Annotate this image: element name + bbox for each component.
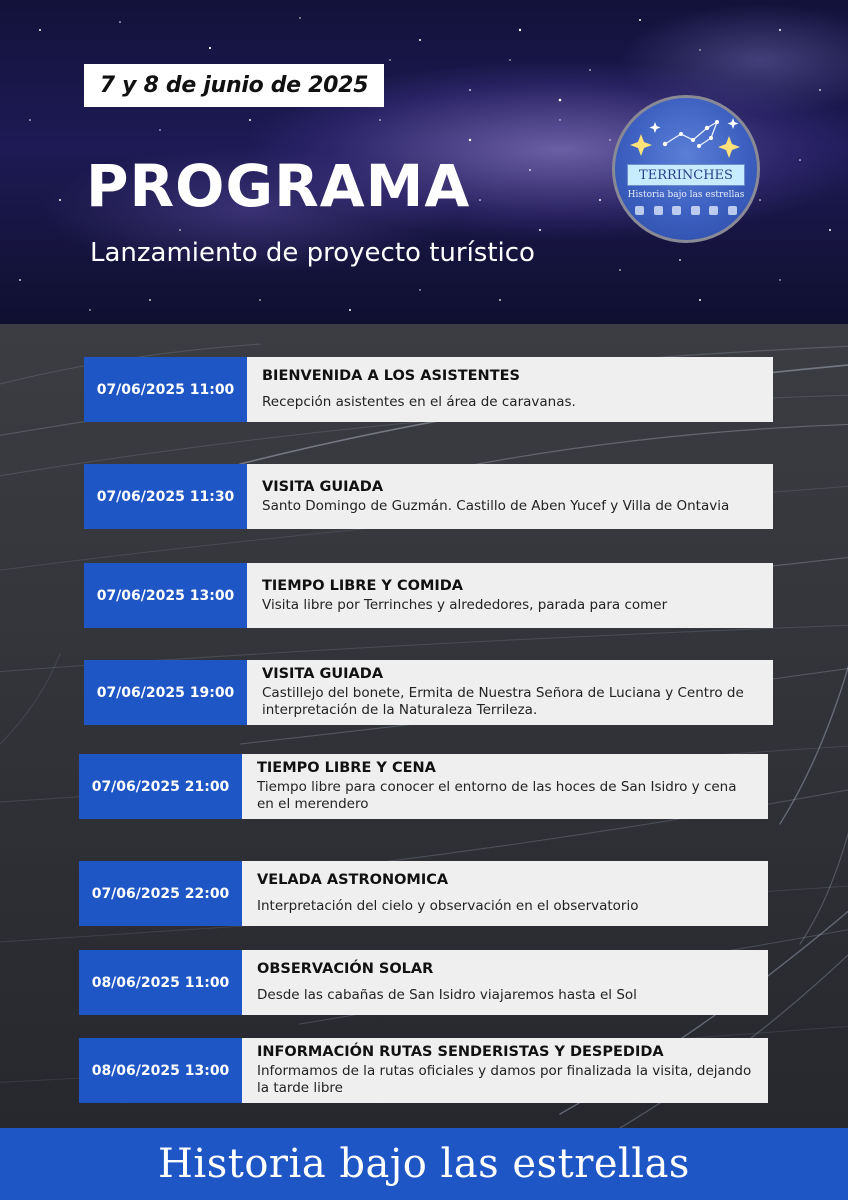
page-title: PROGRAMA [86, 152, 471, 220]
page-subtitle: Lanzamiento de proyecto turístico [90, 238, 535, 268]
schedule-datetime: 07/06/2025 21:00 [79, 754, 242, 819]
schedule-details [247, 563, 773, 628]
schedule-description: Castillejo del bonete, Ermita de Nuestra Señora de Luciana y Centro de interpretación de la Naturaleza Terrileza. [262, 685, 744, 718]
schedule-title: BIENVENIDA A LOS ASISTENTES [262, 368, 520, 384]
schedule-description: Desde las cabañas de San Isidro viajaremos hasta el Sol [257, 987, 637, 1003]
tree-icon [728, 206, 737, 215]
schedule-title: INFORMACIÓN RUTAS SENDERISTAS Y DESPEDIDA [257, 1044, 664, 1060]
castle-icon [672, 206, 681, 215]
schedule-datetime: 07/06/2025 11:00 [84, 357, 247, 422]
schedule-details [247, 464, 773, 529]
schedule-row [79, 950, 768, 1015]
event-date-box [84, 64, 384, 107]
schedule-details [242, 950, 768, 1015]
schedule-details [247, 660, 773, 725]
schedule-datetime: 08/06/2025 13:00 [79, 1038, 242, 1103]
schedule-datetime: 08/06/2025 11:00 [79, 950, 242, 1015]
schedule-details [242, 861, 768, 926]
schedule-details [242, 1038, 768, 1103]
schedule-row [79, 1038, 768, 1103]
schedule-details [247, 357, 773, 422]
logo-name: TERRINCHES [627, 164, 745, 186]
schedule-details [242, 754, 768, 819]
event-date: 7 y 8 de junio de 2025 [99, 73, 369, 98]
schedule-row [84, 660, 773, 725]
schedule-row [79, 754, 768, 819]
schedule-description: Recepción asistentes en el área de caravanas. [262, 394, 576, 410]
schedule-description: Santo Domingo de Guzmán. Castillo de Aben Yucef y Villa de Ontavia [262, 497, 730, 514]
header-banner [0, 0, 848, 324]
schedule-description: Interpretación del cielo y observación en el observatorio [257, 898, 639, 914]
schedule-title: VISITA GUIADA [262, 666, 384, 682]
schedule-datetime: 07/06/2025 11:30 [84, 464, 247, 529]
terrinches-logo [612, 95, 760, 243]
schedule-title: TIEMPO LIBRE Y CENA [257, 760, 436, 776]
arrow-icon [691, 206, 700, 215]
hiking-icon [654, 206, 663, 215]
footer-banner [0, 1128, 848, 1200]
map-icon [635, 206, 644, 215]
schedule-row [84, 464, 773, 529]
schedule-title: VELADA ASTRONOMICA [257, 872, 449, 888]
schedule-description: Visita libre por Terrinches y alrededores, parada para comer [262, 596, 668, 613]
house-icon [709, 206, 718, 215]
schedule-datetime: 07/06/2025 19:00 [84, 660, 247, 725]
logo-tagline: Historia bajo las estrellas [627, 190, 745, 200]
schedule-title: TIEMPO LIBRE Y COMIDA [262, 577, 464, 594]
schedule-row [84, 563, 773, 628]
logo-icon-strip [635, 206, 737, 216]
schedule-description: Tiempo libre para conocer el entorno de las hoces de San Isidro y cena en el merendero [257, 779, 737, 812]
schedule-datetime: 07/06/2025 13:00 [84, 563, 247, 628]
schedule-title: VISITA GUIADA [262, 478, 384, 495]
footer-tagline: Historia bajo las estrellas [158, 1141, 690, 1187]
schedule-title: OBSERVACIÓN SOLAR [257, 961, 434, 977]
schedule-description: Informamos de la rutas oficiales y damos por finalizada la visita, dejando la tarde libre [257, 1063, 752, 1096]
schedule-row [84, 357, 773, 422]
schedule-datetime: 07/06/2025 22:00 [79, 861, 242, 926]
schedule-row [79, 861, 768, 926]
